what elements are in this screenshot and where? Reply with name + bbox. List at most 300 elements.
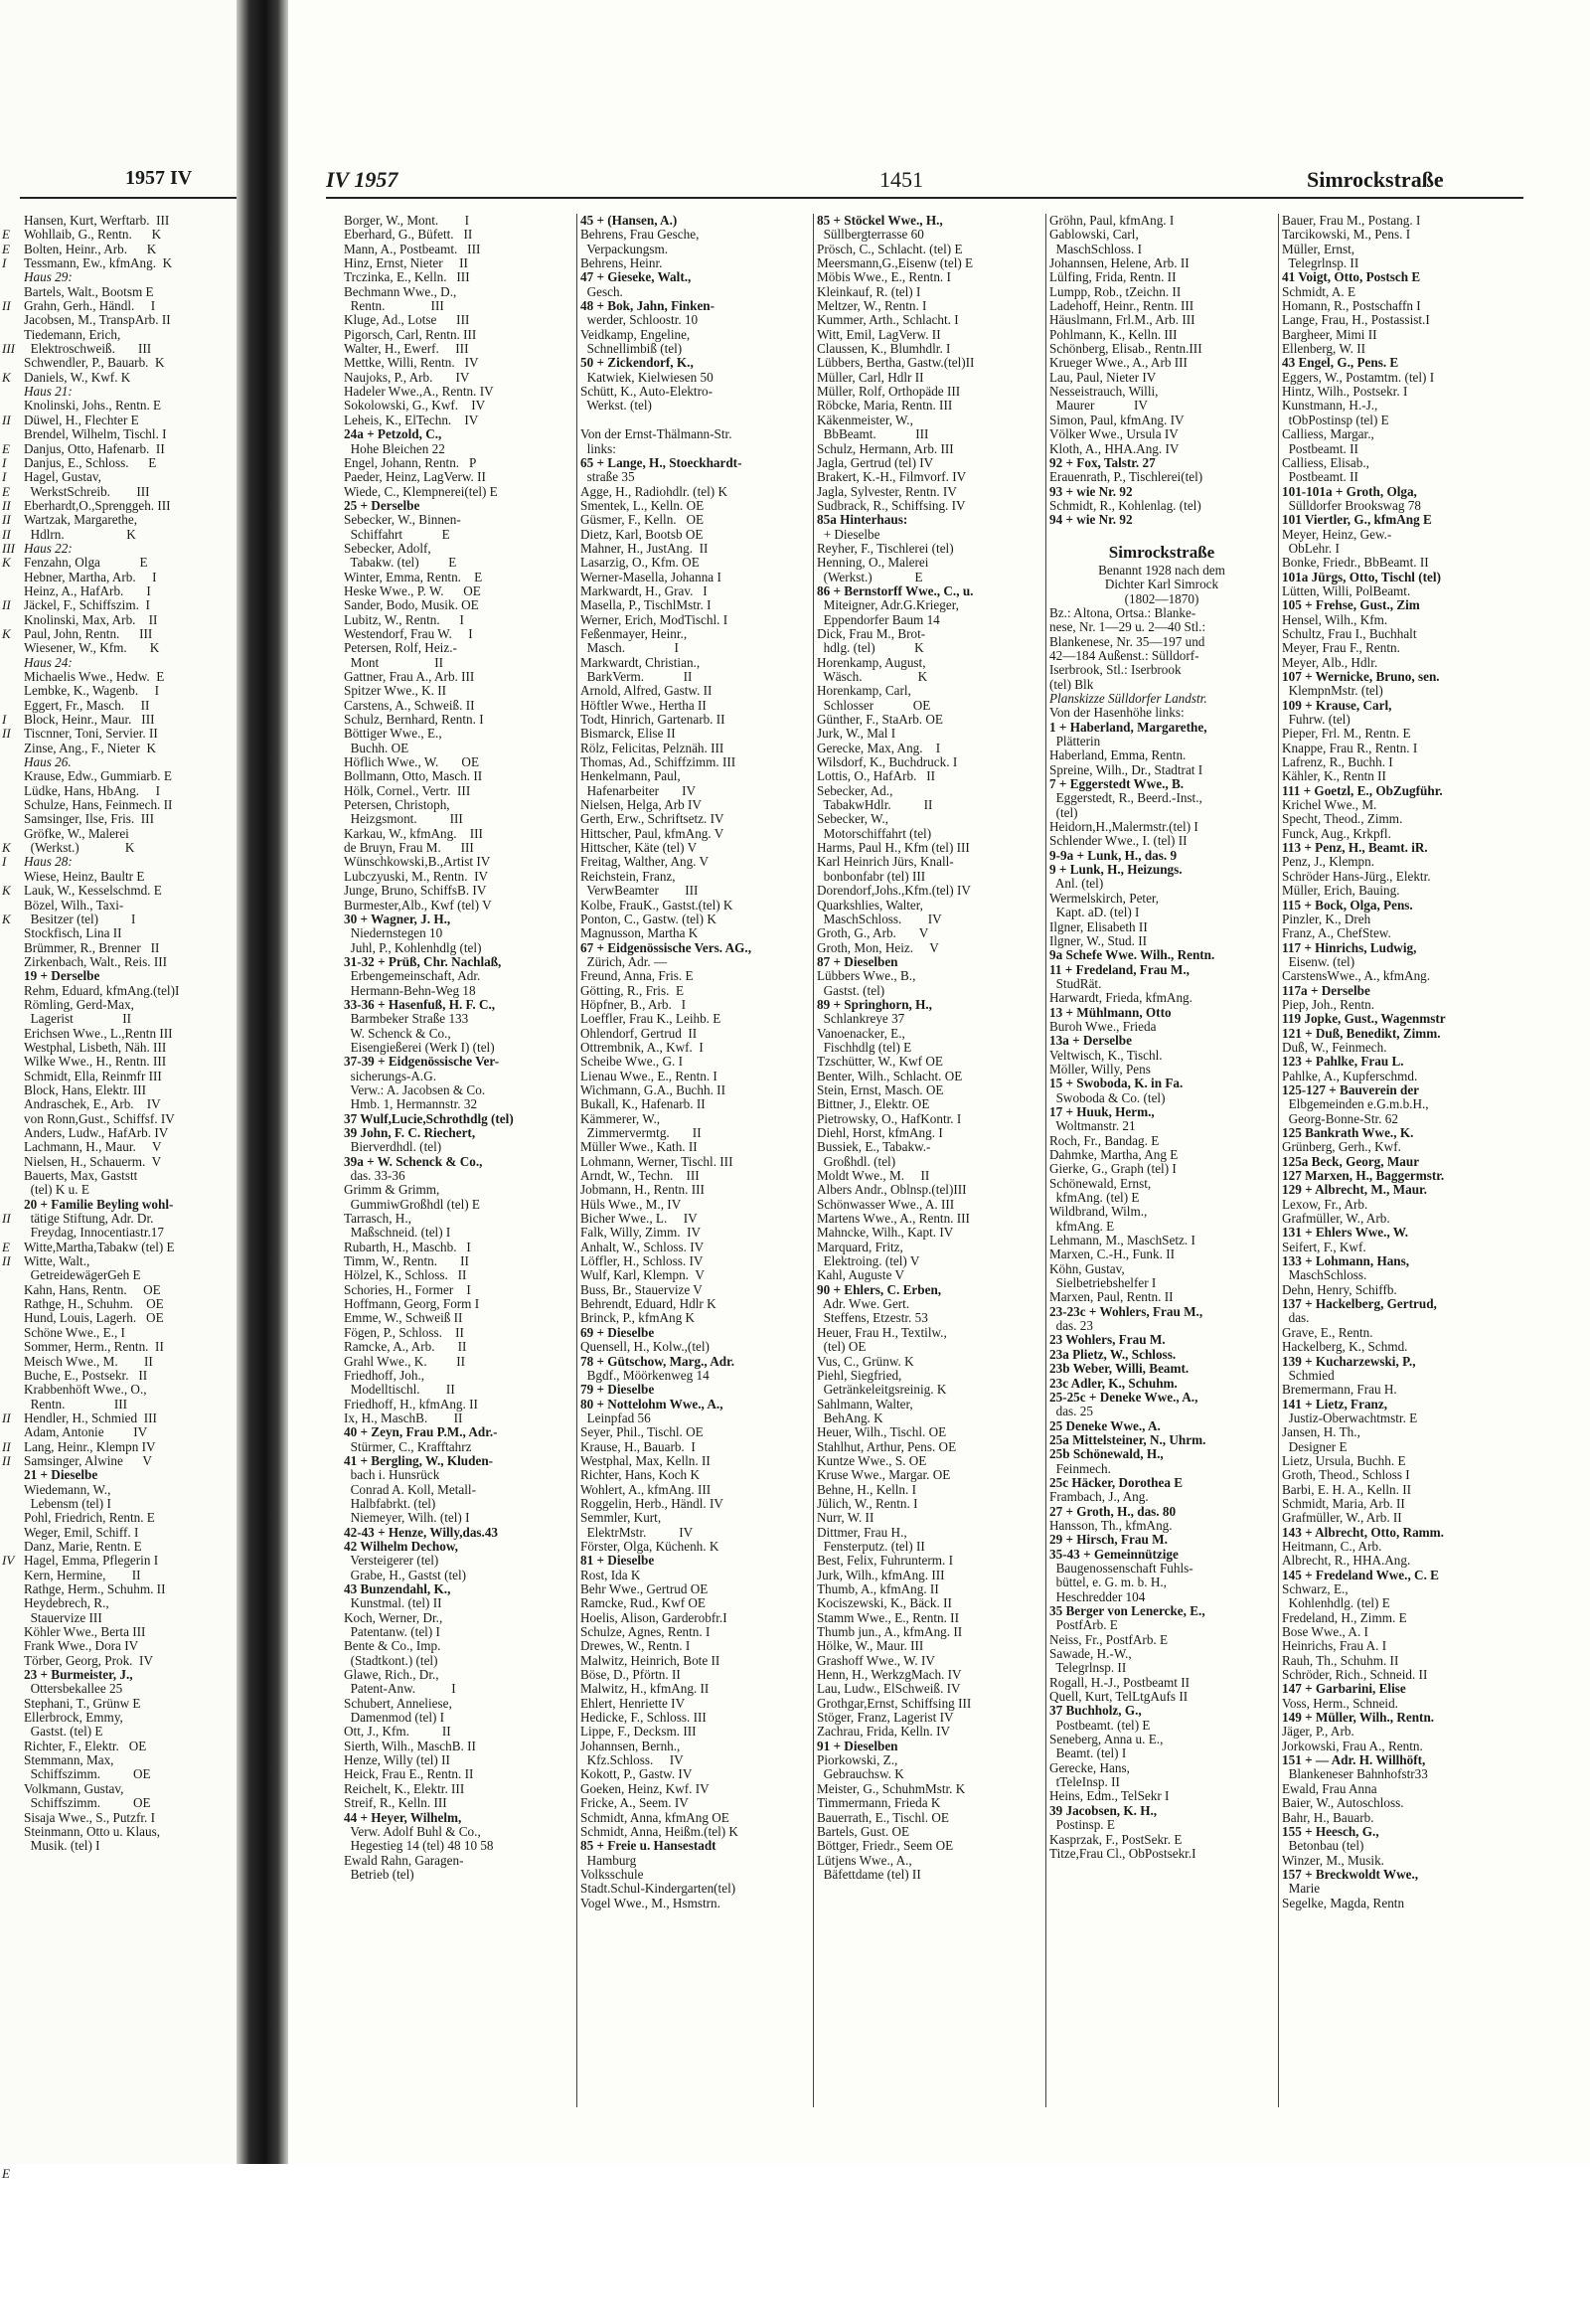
directory-entry: 80 + Nottelohm Wwe., A.,	[580, 1396, 723, 1411]
margin-mark	[2, 2039, 22, 2053]
directory-entry: Gierke, G., Graph (tel) I	[1049, 1161, 1177, 1177]
directory-entry: Johannsen, Helene, Arb. II	[1049, 255, 1190, 271]
directory-entry: 39 John, F. C. Riechert,	[344, 1125, 476, 1140]
directory-entry: Lülfing, Frida, Rentn. II	[1049, 269, 1177, 285]
directory-entry: Sülldorfer Brookswag 78	[1282, 497, 1421, 513]
directory-entry: Block, Heinr., Maur. III	[24, 712, 155, 728]
directory-entry: Bierverdhdl. (tel)	[344, 1139, 442, 1155]
directory-entry: Vogel Wwe., M., Hsmstrn.	[580, 1895, 720, 1910]
directory-entry: Wichmann, G.A., Buchh. II	[580, 1081, 725, 1097]
directory-entry: Lau, Paul, Nieter IV	[1049, 369, 1157, 385]
directory-entry: Magnusson, Martha K	[580, 925, 699, 941]
directory-entry: das. 23	[1049, 1318, 1093, 1334]
directory-entry: 23-23c + Wohlers, Frau M.,	[1049, 1303, 1203, 1319]
directory-entry: Jagla, Sylvester, Rentn. IV	[817, 483, 957, 499]
directory-entry: Grafmüller, W., Arb.	[1282, 1211, 1390, 1227]
directory-entry: Kahl, Auguste V	[817, 1267, 905, 1283]
directory-entry: Martens Wwe., A., Rentn. III	[817, 1211, 970, 1227]
directory-entry: Gattner, Frau A., Arb. III	[344, 669, 475, 684]
directory-entry: Timmermann, Frieda K	[817, 1795, 941, 1811]
directory-entry: Hermann-Behn-Weg 18	[344, 982, 476, 998]
directory-entry: Kohlenhdlg. (tel) E	[1282, 1595, 1390, 1611]
margin-mark	[2, 2153, 22, 2167]
directory-entry: Seneberg, Anna u. E.,	[1049, 1732, 1164, 1747]
directory-entry: Hintz, Wilh., Postsekr. I	[1282, 384, 1408, 400]
directory-entry: 125a Beck, Georg, Maur	[1282, 1153, 1420, 1169]
directory-entry: Grashoff Wwe., W. IV	[817, 1652, 935, 1668]
directory-entry: Grafmüller, W., Arb. II	[1282, 1510, 1402, 1526]
directory-entry: Brakert, K.-H., Filmvorf. IV	[817, 469, 967, 485]
directory-entry: Wartzak, Margarethe,	[24, 512, 138, 528]
directory-entry	[1049, 528, 1274, 542]
directory-entry: Wiede, C., Klempnerei(tel) E	[344, 483, 498, 499]
directory-entry: Schiffahrt E	[344, 526, 450, 542]
directory-entry: 91 + Dieselben	[817, 1738, 898, 1753]
directory-entry: Kahn, Hans, Rentn. OE	[24, 1281, 161, 1297]
directory-entry: Meister, G., SchuhmMstr. K	[817, 1780, 966, 1796]
directory-entry: Schmied	[1282, 1367, 1335, 1383]
directory-entry: Vus, C., Grünw. K	[817, 1353, 914, 1369]
directory-entry: Specht, Theod., Zimm.	[1282, 811, 1403, 827]
margin-mark	[2, 1226, 22, 1240]
left-header-rule	[20, 197, 237, 199]
directory-entry: Gastst. (tel) E	[24, 1724, 103, 1740]
directory-entry: Iserbrook, Stl.: Iserbrook	[1049, 662, 1182, 678]
directory-entry: 25c Häcker, Dorothea E	[1049, 1474, 1184, 1490]
directory-entry: Leinpfad 56	[580, 1410, 651, 1425]
margin-mark	[2, 1996, 22, 2010]
directory-entry: 47 + Gieseke, Walt.,	[580, 269, 692, 285]
column-divider	[1278, 214, 1279, 2107]
margin-mark	[2, 1083, 22, 1097]
margin-mark	[2, 1326, 22, 1340]
directory-entry: Frank Wwe., Dora IV	[24, 1638, 139, 1654]
margin-mark	[2, 2224, 22, 2238]
directory-entry: Simrockstraße	[1108, 542, 1215, 562]
directory-entry: Kunstmal. (tel) II	[344, 1595, 442, 1611]
directory-entry: Meltzer, W., Rentn. I	[817, 298, 927, 314]
directory-entry: 86 + Bernstorff Wwe., C., u.	[817, 582, 974, 598]
directory-entry: Heitmann, C., Arb.	[1282, 1538, 1382, 1554]
directory-entry: Johannsen, Bernh.,	[580, 1738, 681, 1753]
directory-entry: Fricke, A., Seem. IV	[580, 1795, 689, 1811]
directory-entry: KlempnMstr. (tel)	[1282, 683, 1383, 699]
directory-entry: (Werkst.) E	[817, 569, 923, 584]
directory-entry: Wulf, Karl, Klempn. V	[580, 1267, 705, 1283]
directory-entry: Gröfke, W., Malerei	[24, 825, 129, 841]
directory-entry: Schönberg, Elisab., Rentn.III	[1049, 341, 1202, 357]
directory-entry: Wilke Wwe., H., Rentn. III	[24, 1054, 167, 1070]
directory-entry: Lembke, K., Wagenb. I	[24, 683, 160, 699]
directory-entry: Masella, P., TischlMstr. I	[580, 597, 712, 613]
column-divider	[1045, 214, 1046, 2107]
directory-entry: Hittscher, Paul, kfmAng. V	[580, 825, 724, 841]
directory-entry: Günther, F., StaArb. OE	[817, 712, 943, 728]
directory-entry: Ponton, C., Gastw. (tel) K	[580, 911, 716, 926]
directory-entry: Freund, Anna, Fris. E	[580, 968, 694, 984]
directory-entry: 41 + Bergling, W., Kluden-	[344, 1452, 494, 1468]
directory-entry: Lübbers Wwe., B.,	[817, 968, 916, 984]
margin-mark	[2, 1839, 22, 1853]
directory-entry: Lebensm (tel) I	[24, 1495, 111, 1511]
directory-entry: 155 + Heesch, G.,	[1282, 1823, 1379, 1839]
margin-mark	[2, 1126, 22, 1140]
directory-entry: Schubert, Anneliese,	[344, 1695, 452, 1711]
directory-entry: Winzer, M., Musik.	[1282, 1852, 1384, 1868]
directory-entry: Tessmann, Ew., kfmAng. K	[24, 255, 173, 271]
directory-entry: Schröder Hans-Jürg., Elektr.	[1282, 868, 1431, 884]
directory-entry: Thomas, Ad., Schiffzimm. III	[580, 754, 736, 770]
directory-entry: Haus 29:	[24, 269, 73, 285]
directory-entry: Wiese, Heinz, Baultr E	[24, 868, 145, 884]
directory-entry: Plätterin	[1049, 734, 1101, 749]
margin-mark	[2, 784, 22, 798]
directory-entry: Bauer, Frau M., Postang. I	[1282, 213, 1421, 228]
directory-entry: Jobmann, H., Rentn. III	[580, 1182, 705, 1198]
margin-mark	[2, 1939, 22, 1953]
directory-entry: 1 + Haberland, Margarethe,	[1049, 719, 1207, 735]
directory-entry: Swoboda & Co. (tel)	[1049, 1089, 1166, 1105]
directory-entry: hdlg. (tel) K	[817, 640, 924, 656]
directory-entry: 85a Hinterhaus:	[817, 512, 908, 528]
directory-entry: Barbi, E. H. A., Kelln. II	[1282, 1481, 1412, 1497]
directory-entry: Müller, Carl, Hdlr II	[817, 369, 924, 385]
directory-entry: Rauh, Th., Schuhm. II	[1282, 1652, 1399, 1668]
directory-entry: 139 + Kucharzewski, P.,	[1282, 1353, 1416, 1369]
directory-entry: Adam, Antonie IV	[24, 1424, 148, 1440]
directory-entry: Reichstein, Franz,	[580, 868, 676, 884]
directory-entry: Bollmann, Otto, Masch. II	[344, 768, 483, 784]
margin-mark: III	[2, 540, 15, 556]
directory-entry: Spreine, Wilh., Dr., Stadtrat I	[1049, 761, 1203, 777]
directory-entry: Moldt Wwe., M. II	[817, 1168, 930, 1184]
margin-mark	[2, 1112, 22, 1126]
directory-entry: Eisengießerei (Werk I) (tel)	[344, 1039, 495, 1055]
directory-entry: Kuntze Wwe., S. OE	[817, 1452, 927, 1468]
directory-entry: 123 + Pahlke, Frau L.	[1282, 1054, 1404, 1070]
directory-entry: 105 + Frehse, Gust., Zim	[1282, 597, 1420, 613]
directory-entry: nese, Nr. 1—29 u. 2—40 Stl.:	[1049, 619, 1206, 635]
directory-entry: Hölzel, K., Schloss. II	[344, 1267, 467, 1283]
directory-entry: Römling, Gerd-Max,	[24, 996, 134, 1012]
directory-entry: Postbeamt. II	[1282, 440, 1358, 456]
directory-entry: Wünschkowski,B.,Artist IV	[344, 854, 491, 870]
directory-entry: Eisenw. (tel)	[1282, 953, 1355, 969]
margin-mark	[2, 984, 22, 998]
directory-entry: Telegrlnsp. II	[1049, 1660, 1127, 1676]
directory-entry: Werkst. (tel)	[580, 398, 652, 414]
directory-entry: 30 + Wagner, J. H.,	[344, 911, 451, 926]
directory-entry: 29 + Hirsch, Frau M.	[1049, 1532, 1168, 1548]
margin-mark	[2, 870, 22, 884]
directory-entry: Ladehoff, Heinr., Rentn. III	[1049, 298, 1194, 314]
margin-mark	[2, 2138, 22, 2152]
directory-entry: Buche, E., Postsekr. II	[24, 1367, 148, 1383]
directory-entry: Malwitz, Heinrich, Bote II	[580, 1652, 720, 1668]
directory-entry: Grünberg, Gerh., Kwf.	[1282, 1139, 1401, 1155]
directory-entry: Krabbenhöft Wwe., O.,	[24, 1382, 147, 1398]
directory-entry: Fenzahn, Olga E	[24, 555, 148, 571]
directory-entry: 89 + Springhorn, H.,	[817, 996, 932, 1012]
directory-entry: Eberhardt,O.,Sprenggeh. III	[24, 497, 171, 513]
directory-entry: Bgdf., Möörkenweg 14	[580, 1367, 710, 1383]
directory-entry: Block, Hans, Elektr. III	[24, 1081, 147, 1097]
directory-entry: Förster, Olga, Küchenh. K	[580, 1538, 719, 1554]
margin-mark	[2, 1526, 22, 1540]
directory-entry: Hagel, Emma, Pflegerin I	[24, 1553, 159, 1569]
directory-entry: Claussen, K., Blumhdlr. I	[817, 341, 951, 357]
directory-entry: Winter, Emma, Rentn. E	[344, 569, 483, 584]
directory-entry: Henze, Willy (tel) II	[344, 1752, 450, 1768]
directory-entry: 23 Wohlers, Frau M.	[1049, 1332, 1166, 1348]
directory-entry: Löffler, H., Schloss. IV	[580, 1253, 704, 1269]
directory-entry: Tzschütter, W., Kwf OE	[817, 1054, 943, 1070]
directory-entry: StudRät.	[1049, 975, 1102, 991]
directory-entry: Lottis, O., HafArb. II	[817, 768, 936, 784]
margin-mark	[2, 1796, 22, 1810]
margin-mark	[2, 1767, 22, 1781]
directory-column-2	[580, 214, 809, 1910]
directory-entry: Calliess, Elisab.,	[1282, 454, 1369, 470]
margin-mark	[2, 769, 22, 783]
directory-entry: Sebecker, W.,	[817, 811, 888, 827]
book-spine	[237, 0, 288, 2164]
margin-mark	[2, 1383, 22, 1397]
directory-entry: 33-36 + Hasenfuß, H. F. C.,	[344, 996, 496, 1012]
directory-entry: Gerth, Erw., Schriftsetz. IV	[580, 811, 724, 827]
directory-entry: Malwitz, H., kfmAng. II	[580, 1681, 710, 1697]
directory-entry: Reyher, F., Tischlerei (tel)	[817, 540, 954, 556]
directory-entry: Schmidt, Anna, kfmAng OE	[580, 1809, 729, 1825]
directory-entry: 78 + Gütschow, Marg., Adr.	[580, 1353, 735, 1369]
margin-mark	[2, 1355, 22, 1369]
directory-entry: kfmAng. (tel) E	[1049, 1190, 1140, 1206]
directory-entry: Seifert, F., Kwf.	[1282, 1239, 1366, 1254]
directory-entry: Heske Wwe., P. W. OE	[344, 582, 481, 598]
directory-entry: Nurr, W. II	[817, 1510, 874, 1526]
directory-entry: Erauenrath, P., Tischlerei(tel)	[1049, 469, 1203, 485]
directory-entry: Miteigner, Adr.G.Krieger,	[817, 597, 959, 613]
directory-entry: Weger, Emil, Schiff. I	[24, 1524, 139, 1540]
directory-entry: Sander, Bodo, Musik. OE	[344, 597, 479, 613]
margin-mark: II	[2, 1410, 11, 1425]
directory-entry: Lüdke, Hans, HbAng. I	[24, 782, 160, 798]
directory-entry: Mahncke, Wilh., Kapt. IV	[817, 1225, 954, 1241]
directory-entry: 23c Adler, K., Schuhm.	[1049, 1375, 1178, 1391]
directory-entry: Calliess, Margar.,	[1282, 426, 1374, 442]
directory-entry: 23b Weber, Willi, Beamt.	[1049, 1361, 1190, 1377]
margin-mark	[2, 1611, 22, 1625]
margin-mark	[2, 798, 22, 812]
directory-entry: Albers Andr., Oblnsp.(tel)III	[817, 1182, 967, 1198]
directory-entry: Lippe, F., Decksm. III	[580, 1724, 697, 1740]
directory-entry: Kähler, K., Rentn II	[1282, 768, 1386, 784]
directory-entry: Verpackungsm.	[580, 241, 669, 256]
directory-entry: 23 + Burmeister, J.,	[24, 1667, 133, 1683]
directory-entry: Franz, A., ChefStew.	[1282, 925, 1391, 941]
directory-entry: Steinmann, Otto u. Klaus,	[24, 1823, 160, 1839]
margin-mark: E	[2, 440, 10, 456]
margin-mark: IV	[2, 1553, 15, 1569]
directory-entry: Dietz, Karl, Bootsb OE	[580, 526, 704, 542]
margin-mark	[2, 1740, 22, 1753]
margin-mark	[2, 812, 22, 826]
directory-entry: Wohlert, A., kfmAng. III	[580, 1481, 712, 1497]
directory-entry: Stamm Wwe., E., Rentn. II	[817, 1609, 959, 1625]
directory-entry: Maßschneid. (tel) I	[344, 1225, 451, 1241]
directory-entry: Pietrowsky, O., HafKontr. I	[817, 1110, 962, 1126]
directory-entry: Drewes, W., Rentn. I	[580, 1638, 691, 1654]
directory-entry: 107 + Wernicke, Bruno, sen.	[1282, 669, 1440, 684]
directory-entry: bach i. Hunsrück	[344, 1467, 440, 1483]
directory-entry: 85 + Stöckel Wwe., H.,	[817, 213, 943, 228]
margin-mark	[2, 2025, 22, 2039]
directory-entry: Glawe, Rich., Dr.,	[344, 1667, 439, 1683]
directory-entry: Schröder, Rich., Schneid. II	[1282, 1667, 1428, 1683]
directory-entry: 143 + Albrecht, Otto, Ramm.	[1282, 1524, 1444, 1540]
directory-entry: Hansen, Kurt, Werftarb. III	[24, 213, 170, 228]
margin-mark: II	[2, 726, 11, 742]
directory-entry: Knolinski, Johs., Rentn. E	[24, 398, 162, 414]
directory-entry: Gerecke, Max, Ang. I	[817, 740, 941, 755]
directory-entry: Ilgner, Elisabeth II	[1049, 918, 1148, 934]
margin-mark	[2, 1497, 22, 1511]
directory-entry: 11 + Fredeland, Frau M.,	[1049, 961, 1190, 977]
directory-entry: Gablowski, Carl,	[1049, 227, 1139, 243]
margin-mark: K	[2, 369, 11, 385]
directory-entry: Prösch, C., Schlacht. (tel) E	[817, 241, 963, 256]
margin-mark	[2, 1654, 22, 1668]
directory-entry: Wilsdorf, K., Buchdruck. I	[817, 754, 958, 770]
margin-mark: II	[2, 597, 11, 613]
directory-entry: Heydebrech, R.,	[24, 1595, 109, 1611]
margin-mark	[2, 1924, 22, 1938]
directory-entry: Krause, H., Bauarb. I	[580, 1438, 696, 1454]
directory-entry	[580, 414, 809, 427]
directory-entry: Damenmod (tel) I	[344, 1710, 445, 1726]
margin-mark	[2, 1868, 22, 1882]
directory-entry: Motorschiffahrt (tel)	[817, 825, 932, 841]
directory-entry: Penz, J., Klempn.	[1282, 854, 1375, 870]
directory-entry: Köhn, Gustav,	[1049, 1260, 1125, 1276]
margin-mark: E	[2, 1239, 10, 1254]
directory-entry: Heinz, A., HafArb. I	[24, 582, 151, 598]
directory-entry: Ramcke, Rud., Kwf OE	[580, 1595, 706, 1611]
directory-entry: Schönwasser Wwe., A. III	[817, 1196, 955, 1212]
directory-entry: Ilgner, W., Stud. II	[1049, 932, 1148, 948]
directory-entry: Samsinger, Ilse, Fris. III	[24, 811, 154, 827]
directory-entry: 25-25c + Deneke Wwe., A.,	[1049, 1389, 1198, 1405]
directory-entry: Bussiek, E., Tabakw.-	[817, 1139, 931, 1155]
directory-entry: Lafrenz, R., Buchh. I	[1282, 754, 1393, 770]
directory-entry: Titze,Frau Cl., ObPostsekr.I	[1049, 1845, 1196, 1861]
directory-entry: 113 + Penz, H., Beamt. iR.	[1282, 840, 1428, 856]
margin-mark	[2, 1910, 22, 1924]
directory-entry: Lang, Heinr., Klempn IV	[24, 1438, 156, 1454]
directory-entry: Lauk, W., Kesselschmd. E	[24, 883, 162, 899]
directory-entry: Wiedemann, W.,	[24, 1481, 111, 1497]
directory-entry: Nielsen, H., Schauerm. V	[24, 1153, 162, 1169]
directory-entry: bonbonfabr (tel) III	[817, 868, 926, 884]
right-page-header-left: IV 1957	[326, 167, 398, 192]
directory-entry: Rentn. III	[24, 1396, 128, 1411]
directory-entry: Werner-Masella, Johanna I	[580, 569, 721, 584]
directory-entry: 42 Wilhelm Dechow,	[344, 1538, 458, 1554]
directory-entry: ObLehr. I	[1282, 540, 1340, 556]
directory-entry: Fuhrw. (tel)	[1282, 712, 1351, 728]
directory-entry: Tarrasch, H.,	[344, 1211, 411, 1227]
directory-entry: Steffens, Etzestr. 53	[817, 1310, 928, 1326]
directory-entry: Eggers, W., Postamtm. (tel) I	[1282, 369, 1435, 385]
directory-entry: Meisch Wwe., M. II	[24, 1353, 153, 1369]
directory-entry: Danjus, E., Schloss. E	[24, 454, 157, 470]
directory-entry: Harwardt, Frieda, kfmAng.	[1049, 990, 1192, 1006]
directory-entry: Niemeyer, Wilh. (tel) I	[344, 1510, 470, 1526]
directory-entry: Wäsch. K	[817, 669, 928, 684]
directory-entry: Dahmke, Martha, Ang E	[1049, 1147, 1179, 1162]
directory-entry: Kloth, A., HHA.Ang. IV	[1049, 440, 1180, 456]
directory-entry: Zirkenbach, Walt., Reis. III	[24, 953, 168, 969]
directory-entry: Kluge, Ad., Lotse III	[344, 312, 470, 328]
margin-mark	[2, 1882, 22, 1896]
directory-entry: Müller, Rolf, Orthopäde III	[817, 384, 961, 400]
directory-entry: Haus 22:	[24, 540, 73, 556]
directory-entry: 67 + Eidgenössische Vers. AG.,	[580, 939, 752, 955]
directory-entry: Eppendorfer Baum 14	[817, 611, 940, 627]
directory-entry: Haus 24:	[24, 654, 73, 670]
directory-entry: 35 Berger von Lenercke, E.,	[1049, 1603, 1205, 1618]
directory-entry: Quell, Kurt, TelLtgAufs II	[1049, 1689, 1189, 1705]
directory-entry: 39a + W. Schenck & Co.,	[344, 1153, 483, 1169]
directory-entry: Bonke, Friedr., BbBeamt. II	[1282, 555, 1429, 571]
margin-mark	[2, 1825, 22, 1839]
directory-entry: Kummer, Arth., Schlacht. I	[817, 312, 959, 328]
directory-entry: Hittscher, Käte (tel) V	[580, 840, 698, 856]
directory-entry: Verw. Adolf Buhl & Co.,	[344, 1823, 481, 1839]
directory-entry: Grimm & Grimm,	[344, 1182, 440, 1198]
directory-entry: Hamburg	[580, 1852, 637, 1868]
directory-entry: Mann, A., Postbeamt. III	[344, 241, 481, 256]
directory-entry: Todt, Hinrich, Gartenarb. II	[580, 712, 725, 728]
directory-entry: Müller, Erich, Bauing.	[1282, 883, 1400, 899]
directory-entry: Heick, Frau E., Rentn. II	[344, 1766, 474, 1782]
margin-mark	[2, 2252, 22, 2266]
directory-entry: Haberland, Emma, Rentn.	[1049, 747, 1187, 763]
directory-entry: 25a Mittelsteiner, N., Uhrm.	[1049, 1431, 1206, 1447]
directory-entry: Brinck, P., kfmAng K	[580, 1310, 696, 1326]
margin-mark	[2, 427, 22, 441]
left-margin-marks	[2, 214, 22, 2324]
directory-entry: TabakwHdlr. II	[817, 797, 933, 813]
directory-entry: 151 + — Adr. H. Willhöft,	[1282, 1752, 1426, 1768]
directory-entry: 25 + Derselbe	[344, 497, 420, 513]
directory-entry: Völker Wwe., Ursula IV	[1049, 426, 1179, 442]
directory-entry: 19 + Derselbe	[24, 968, 100, 984]
directory-entry: Feinmech.	[1049, 1460, 1111, 1476]
directory-entry: Bz.: Altona, Ortsa.: Blanke-	[1049, 604, 1196, 620]
directory-entry: (tel) OE	[817, 1339, 867, 1355]
directory-entry: Stockfisch, Lina II	[24, 925, 122, 941]
directory-entry: Thumb, A., kfmAng. II	[817, 1581, 939, 1596]
directory-entry: Heins, Edm., TelSekr I	[1049, 1788, 1170, 1804]
margin-mark	[2, 1953, 22, 1967]
directory-entry: 79 + Dieselbe	[580, 1382, 655, 1398]
directory-entry: 45 + (Hansen, A.)	[580, 213, 678, 228]
margin-mark: K	[2, 625, 11, 641]
directory-entry: Höftler Wwe., Hertha II	[580, 697, 707, 713]
directory-entry: Segelke, Magda, Rentn	[1282, 1895, 1405, 1910]
directory-entry: Ehlert, Henriette IV	[580, 1695, 686, 1711]
